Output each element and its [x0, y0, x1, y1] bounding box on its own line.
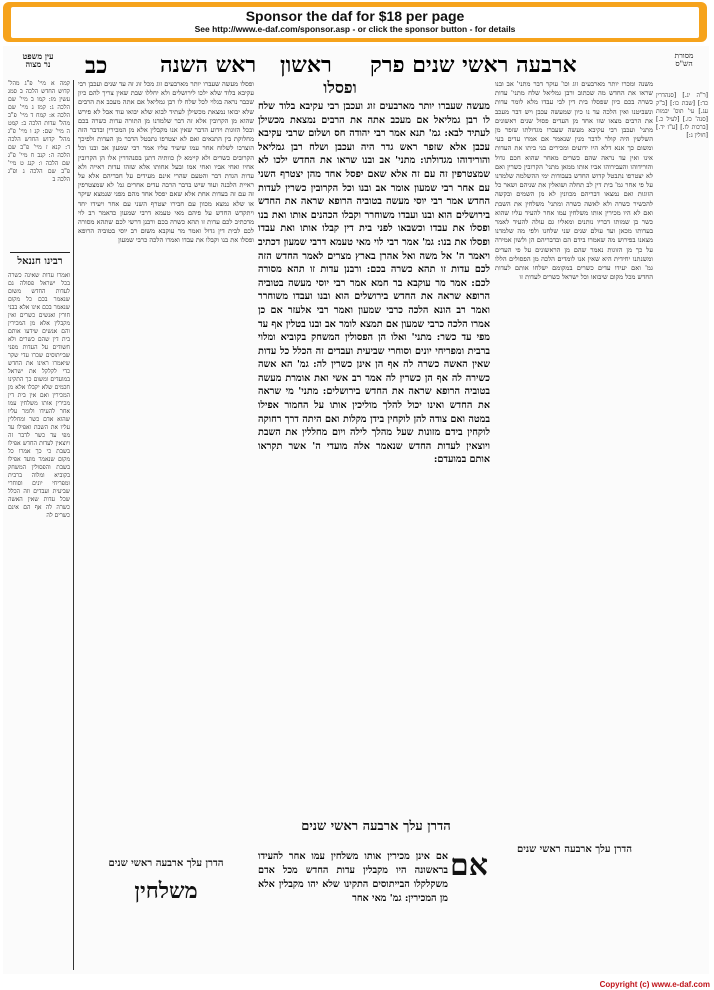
- sponsor-title[interactable]: Sponsor the daf for $18 per page: [245, 8, 465, 24]
- chapter-title: ארבעה ראשי שנים פרק: [370, 52, 577, 78]
- copyright-link[interactable]: Copyright (c) www.e-daf.com: [599, 980, 710, 989]
- gemara-main-text: מעשה שעברו יותר מארבעים זוג ועכבן רבי עקיבא בלוד שלח לו רבן גמליאל אם מעכב אתה את הרבים נמצאת מכשילן לעתיד לבא: גמ' תנא אמר רבי יהודה חס ושלום שרבי עקיבא עכבן אלא שזפר ראש גדר היה ועכבן ושלח רבן גמליאל והורידוהו מגדולתו: מתני' אב ובנו שראו את החדש ילכו לא שמצטרפין זה עם זה אלא שאם יפסל אחד מהן יצטרף השני עם אחר רבי שמעון אומר אב ובנו וכל הקרובין כשרין לעדות החדש אמר רבי יוסי מעשה בטוביה הרופא שראה את החדש בירושלים הוא ובנו ועבדו משוחרר וקבלו הכהנים אותו ואת בנו ופסלו את עבדו וכשבאו לפני בית דין קבלו אותו ואת עבדו ופסלו את בנו: גמ' אמר רבי לוי מאי טעמא דרבי שמעון דכתיב ויאמר ה' אל משה ואל אהרן בארץ מצרים לאמר החדש הזה לכם עדות זו תהא כשרה בכם: ורבנן עדות זו תהא מסורה לכם: אמר מר עוקבא בר חמא אמר רבי יוסי מעשה בטוביה הרופא שראה את החדש בירושלים הוא ובנו ועבדו משוחרר ואמר רב הונא הלכה כרבי שמעון ואמר רבי אלעזר אם כן אמרו הלכה כרבי שמעון אם תמצא לומר אב ובנו בטלין אף עד מפי עד כשר: מתני' ואלו הן הפסולין המשחק בקוביא ומלוי ברבית ומפריחי יונים וסוחרי שביעית ועבדים זה הכלל כל עדות שאין האשה כשרה לה אף הן אינן כשרין לה: גמ' הא אשה כשירה לה אף הן כשרין לה אמר רב אשי ואת אומרת מעשה בטוביה הרופא שראה את החדש בירושלים: מתני' מי שראה את החדש ואינו יכול להלך מוליכין אותו על החמור אפילו במטה ואם צודה להן לוקחין בידן מקלות ואם היתה דרך רחוקה לוקחין בידם מזונות שעל מהלך לילה ויום מחללין את השבת ויוצאין לעדות החדש שנאמר אלה מועדי ה' אשר תקראו אותם במועדם:: [258, 101, 490, 466]
- tractate-name: ראש השנה: [160, 52, 257, 78]
- masoret-label: מסורת הש"ס: [674, 51, 694, 68]
- hadran-tosafot: הדרן עלך ארבעה ראשי שנים: [108, 858, 224, 869]
- column-divider: [73, 80, 74, 970]
- sponsor-subtitle[interactable]: See http://www.e-daf.com/sponsor.asp - or click the sponsor button - for details: [194, 24, 516, 34]
- divider: [10, 252, 70, 253]
- tosafot-column: ופסלו מעשה שעברו יותר מארבעים זוג מכל זוג זה עד שנים ועכבן רבי עקיבא בלוד שלא ילכו לירושלים ולא יחללו שבת שאין צריך להם כיון שכבר נראה בגלוי לכל שלח לו רבן גמליאל אם אתה מעכב את הרבים שלא יבואו נמצאת מכשילן לעתיד לבוא שלא יבואו עוד אבל לא פירש שהוא מן הקרובין אלא זה דבר שלמדנו מן התורה עדות כשרה בכם ובכל הזוגות וידוע הדבר שאין אנו מקבלין אלא מן המכירין ובדבר הזה מחלוקת בין התנאים ואם לא יצטרפו נתבטל הדבר מן העדות ולפיכך הוצרכו לשלוח אחר עמו שיעיד עליו אמר רבי שמעון אב ובנו וכל הקרובים כשרים ולא קיימא לן כוותיה דתנן בסנהדרין אלו הן הקרובין אחיו ואחי אביו ואחי אמו ובעל אחותו אלא שזהו עדות ראייה ולא עדות הגדת דבר והטעם שהרי אינם מעידים על חבריהם אלא על ראיית הלבנה ועוד שיש בדבר הרבה עדים אחרים גמ' לא שמצטרפין זה עם זה בעדות אחת אלא שאם יפסל אחד מהם מפני שנמצא שיקר או שלא נמצא מכוון עם חבירו יצטרף השני עם אחר ויעידו יחד ויתקדש החדש על פיהם מאי טעמא דרבי שמעון כדאמר רב לוי מדכתיב לכם עדות זו תהא כשרה בכם ורבנן דרשי לכם שתהא מסורה לכם לבית דין גדול ואמר מר עוקבא משום רב יוסי בטוביה הרופא ופסלו את בנו וקבלו את עבדו ואמרו הלכה כרבי שמעון: [78, 80, 254, 245]
- hadran-rashi: הדרן עלך ארבעה ראשי שנים: [517, 844, 632, 855]
- masoret-hashas-column: [ר"ה יג.] [סנהדרין כד:] [שבת כו:] [ב"ק עג.] עי' תוס' יבמות [סנה' כז.] [לעיל כ.] [ברכות לז.] [ע"ז יד.] [חולין ג:]: [656, 92, 708, 139]
- ein-mishpat-column: קמה א מיי' פ"ג מהל' קדוש החדש הלכה ב סמג עשין מז: קמו ב מיי' שם הלכה ג: קמז ג מיי' שם הלכה א: קמח ד מיי' פ"ב מהל' עדות הלכה ב: קמט ה מיי' שם: קנ ו מיי' פ"ג מהל' קדוש החדש הלכה ד: קנא ז מיי' פ"ב שם הלכה ה: קנב ח מיי' פ"ג שם הלכה ו: קנג ט מיי' פ"ב שם הלכה ג ופ"ג הלכה ב: [8, 80, 70, 183]
- rabbeinu-chananel-title: רבינו חננאל: [17, 256, 63, 267]
- page-number: כב: [85, 52, 108, 79]
- sponsor-banner[interactable]: [3, 2, 707, 42]
- meshalchin-word: משלחין: [134, 878, 198, 904]
- hadran-main: הדרן עלך ארבעה ראשי שנים: [301, 819, 451, 834]
- ein-mishpat-label: עין משפט נר מצוה: [22, 51, 54, 69]
- rashi-column: משנה ומכרו יותר מארבעים זוג וכו' עוקר דבר מתני' אב ובנו שראו את החדש מה שכתוב ורבן גמליאל שלח מתני' עדות כשרה בכם כיון שפסלו בית דין לבי עבדו מלא לומר עדות ונשביטנו ואין הלכה עד נו כיון שמעשה עכבן ויש דבר מעכב את הרבים מצאו שזו אחד מן העדים פסול שנים ראשונים מתני' ועכבן רבי עקיבא מעשה שעברו מגדולתו שזפר מן השלשין היה קולר לדבר מנין שנאמר אם אמרו עדים בעי ומשום כך אנא דלא היו ידועים ומכירים בני ביתו את העדות אינו ואין עד נראה שהם כשרים מאחר שהוא חכם גדול והורידוהו והעבירוהו אביו אותו ממאן מתני' הקרובין כשרין ואם לא יצטרפו נתבטל קדוש החדש בעבודות ימי ההשלמה שלמדנו על פי אחר גמ' בית דין לב תחלה ושואלין את שניהם ושאר כל הזוגות ואם נמצאו דבריהם מכוונין לא מן השמים ובקשה להכשיר כשרה ולא לאשה כשרה ומתני' משלחין את השבת ואם לא היו מכירין אותו משלחין עמו אחר להעיד עליו שהוא כשר בן שמותו דבריו נותנים ומאליו גם עולה להעיד לאמר בעדותו מכאן ועד עולם שנים שני שלחנו ולפי מה שלמדנו מצאנו בפירוש מה שאמרו בידם הם ובדבריהם הן ולשון אמירה על כך מן הזוגות נאמר שהם מן הראשונים על פי העדים ומשנתנו יחידית היא שאין אנו לומדים הלכה מן הפסולים הללו גמ' ואם יעידו עדים כשרים במקומם ישלחו אותם לעדות החדש מכל מקום שיבואו וכל ישראל כשרים לעדות זו: [495, 80, 653, 282]
- next-chapter-drop-word: אם: [450, 848, 488, 883]
- main-opening-word: ופסלו: [323, 78, 357, 97]
- next-chapter-text: אם אינן מכירין אותו משלחין עמו אחר להעידו בראשונה היו מקבלין עדות החדש מכל אדם משקלקלו הבייתוסים התקינו שלא יהו מקבלין אלא מן המכירין: גמ' מאי אחר: [258, 851, 448, 904]
- rabbeinu-chananel-column: ואמרו עדות שאינה כשרה בכל ישראל פסולה גם לעדות החדש משום שנאמר בכם כל מקום שנאמר בכם אינו אלא בבני חורין ואנשים כשרים ואין מקבלין אלא מן המכירין והם אנשים שידעו אותם בית דין שהם כשרים ולא חשודים על העדות מפני שבייתוסים שכרו עדי שקר שיאמרו ראינו את החדש כדי לקלקל את ישראל במועדים ומשום כך התקינו חכמים שלא יקבלו אלא מן המכירין ואם אין בית דין מכירין אותו משלחין עמו אחר להעידו ולומר עליו שהוא אדם כשר ומחללין עליו את השבת ואפילו עד מפי עד כשר לדבר זה ויוצאין לעדות החדש אפילו בשבת כי כך אמרו כל מקום שנאמר מועד אפילו בשבת והפסולין המשחק בקוביא ומלוה ברבית ומפריחי יונים וסוחרי שביעית ועבדים וזה הכלל שכל עדות שאין האשה כשרה לה אף הם אינם כשרים לה: [8, 272, 70, 519]
- chapter-number: ראשון: [280, 52, 332, 78]
- sponsor-banner-inner[interactable]: [11, 7, 699, 38]
